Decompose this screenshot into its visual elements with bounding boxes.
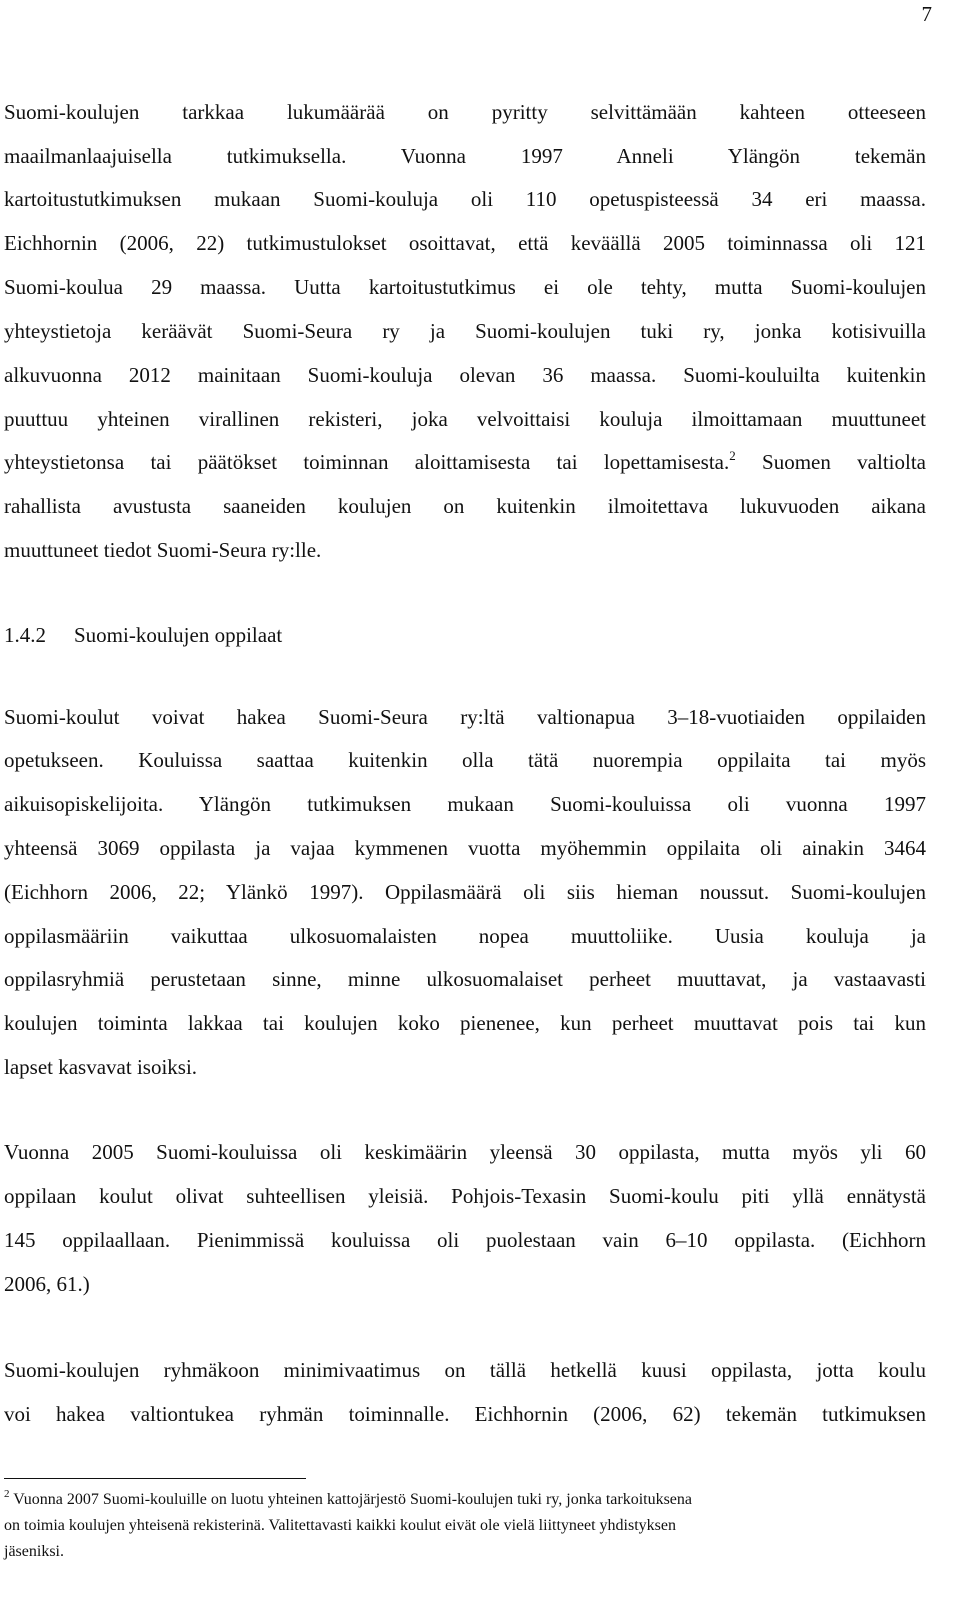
page-number: 7 — [921, 2, 932, 26]
text-line-part: Suomen valtiolta — [735, 450, 926, 474]
text-line: Suomi-koulujen tarkkaa lukumäärää on pyritty selvittämään kahteen otteeseen — [4, 100, 926, 124]
section-heading — [4, 621, 282, 649]
text-line: yhteystietoja keräävät Suomi-Seura ry ja Suomi-koulujen tuki ry, jonka kotisivuilla — [4, 319, 926, 343]
footnote-line — [4, 1490, 926, 1510]
text-line: muuttuneet tiedot Suomi-Seura ry:lle. — [4, 538, 322, 562]
text-line: Suomi-koulujen ryhmäkoon minimivaatimus on tällä hetkellä kuusi oppilasta, jotta koulu — [4, 1358, 926, 1382]
text-line: maailmanlaajuisella tutkimuksella. Vuonna 1997 Anneli Ylängön tekemän — [4, 144, 926, 168]
text-line: aikuisopiskelijoita. Ylängön tutkimuksen mukaan Suomi-kouluissa oli vuonna 1997 — [4, 792, 926, 816]
footnote-reference[interactable]: 2 — [729, 448, 736, 463]
text-line: (Eichhorn 2006, 22; Ylänkö 1997). Oppilasmäärä oli siis hieman noussut. Suomi-koulujen — [4, 880, 926, 904]
text-line: oppilasmääriin vaikuttaa ulkosuomalaisten nopea muuttoliike. Uusia kouluja ja — [4, 924, 926, 948]
text-line-with-footnote — [4, 448, 926, 476]
text-line: alkuvuonna 2012 mainitaan Suomi-kouluja olevan 36 maassa. Suomi-kouluilta kuitenkin — [4, 363, 926, 387]
footnote-marker: 2 — [4, 1488, 10, 1500]
text-line: puuttuu yhteinen virallinen rekisteri, joka velvoittaisi kouluja ilmoittamaan muuttuneet — [4, 407, 926, 431]
text-line: 145 oppilaallaan. Pienimmissä kouluissa oli puolestaan vain 6–10 oppilasta. (Eichhorn — [4, 1228, 926, 1252]
section-number: 1.4.2 — [4, 623, 46, 647]
text-line: oppilaan koulut olivat suhteellisen yleisiä. Pohjois-Texasin Suomi-koulu piti yllä ennätystä — [4, 1184, 926, 1208]
text-line: Suomi-koulut voivat hakea Suomi-Seura ry:ltä valtionapua 3–18-vuotiaiden oppilaiden — [4, 705, 926, 729]
text-line: rahallista avustusta saaneiden koulujen on kuitenkin ilmoitettava lukuvuoden aikana — [4, 494, 926, 518]
text-line: Vuonna 2005 Suomi-kouluissa oli keskimäärin yleensä 30 oppilasta, mutta myös yli 60 — [4, 1140, 926, 1164]
section-title: Suomi-koulujen oppilaat — [74, 623, 283, 647]
text-line: yhteensä 3069 oppilasta ja vajaa kymmenen vuotta myöhemmin oppilaita oli ainakin 3464 — [4, 836, 926, 860]
text-line: Eichhornin (2006, 22) tutkimustulokset osoittavat, että keväällä 2005 toiminnassa oli 121 — [4, 231, 926, 255]
text-line: Suomi-koulua 29 maassa. Uutta kartoitustutkimus ei ole tehty, mutta Suomi-koulujen — [4, 275, 926, 299]
text-line: opetukseen. Kouluissa saattaa kuitenkin olla tätä nuorempia oppilaita tai myös — [4, 748, 926, 772]
footnote-text: Vuonna 2007 Suomi-kouluille on luotu yhteinen kattojärjestö Suomi-koulujen tuki ry, jonka tarkoituksena — [9, 1491, 693, 1508]
text-line-part: yhteystietonsa tai päätökset toiminnan aloittamisesta tai lopettamisesta. — [4, 450, 730, 474]
footnote-line: on toimia koulujen yhteisenä rekisterinä. Valitettavasti kaikki koulut eivät ole vielä liittyneet yhdistyksen — [4, 1517, 676, 1534]
text-line: oppilasryhmiä perustetaan sinne, minne ulkosuomalaiset perheet muuttavat, ja vastaavasti — [4, 967, 926, 991]
text-line: kartoitustutkimuksen mukaan Suomi-kouluja oli 110 opetuspisteessä 34 eri maassa. — [4, 187, 926, 211]
text-line: koulujen toiminta lakkaa tai koulujen koko pienenee, kun perheet muuttavat pois tai kun — [4, 1011, 926, 1035]
text-line: lapset kasvavat isoiksi. — [4, 1055, 198, 1079]
footnote-line: jäseniksi. — [4, 1543, 64, 1560]
text-line: 2006, 61.) — [4, 1272, 90, 1296]
text-line: voi hakea valtiontukea ryhmän toiminnalle. Eichhornin (2006, 62) tekemän tutkimuksen — [4, 1402, 926, 1426]
footnote-separator — [4, 1478, 306, 1479]
